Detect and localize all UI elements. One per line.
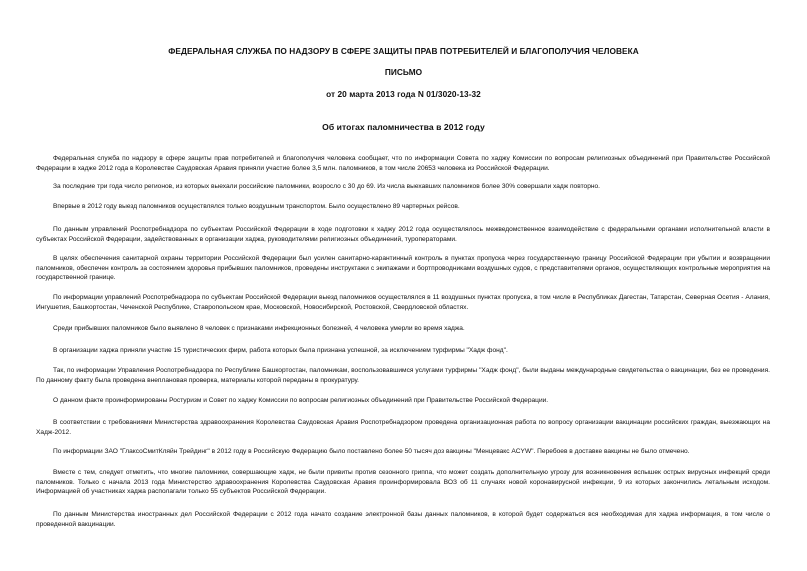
paragraph-9: Так, по информации Управления Роспотребнадзора по Республике Башкортостан, паломникам, воспользовавшимся услугами турфирмы "Хадж фонд", были выданы международные свидетельства о вакцинации, без ее проведения. По данному факту была проведена внеплановая проверка, материалы которой переданы в прокуратуру.	[36, 367, 770, 384]
paragraph-8: В организации хаджа приняли участие 15 туристических фирм, работа которых была признана успешной, за исключением турфирмы "Хадж фонд".	[53, 347, 508, 354]
document-title: Об итогах паломничества в 2012 году	[322, 122, 485, 132]
paragraph-5: В целях обеспечения санитарной охраны территории Российской Федерации был усилен санитарно-карантинный контроль в пунктах пропуска через государственную границу Российской Федерации при убытии и возвращении паломников, обеспечен контроль за состоянием здоровья прибывших паломников, проведены инструктажи с экипажами и бортпроводниками воздушных судов, с представителями органов, осуществляющих контрольные мероприятия на государственной границе.	[36, 255, 770, 282]
paragraph-11: В соответствии с требованиями Министерства здравоохранения Королевства Саудовская Аравия Роспотребнадзором проведена организационная работа по вопросу организации вакцинации российских граждан, выезжающих на Хадж-2012.	[36, 419, 770, 436]
paragraph-13: Вместе с тем, следует отметить, что многие паломники, совершающие хадж, не были привиты против сезонного гриппа, что может создать дополнительную угрозу для возникновения вспышек острых вирусных инфекций среди паломников. Только с начала 2013 года Министерство здравоохранения Королевства Саудовская Аравия проинформировала ВОЗ об 11 случаях новой коронавирусной инфекции, 9 из которых закончились летальным исходом. Информацией об участниках хаджа располагали только 55 субъектов Российской Федерации.	[36, 469, 770, 496]
paragraph-6: По информации управлений Роспотребнадзора по субъектам Российской Федерации выезд паломников осуществлялся в 11 воздушных пунктах пропуска, в том числе в Республиках Дагестан, Татарстан, Северная Осетия - Алания, Ингушетия, Башкортостан, Чеченской Республике, Ставропольском крае, Московской, Новосибирской, Ростовской, Свердловской областях.	[36, 294, 770, 311]
paragraph-10: О данном факте проинформированы Ростуризм и Совет по хаджу Комиссии по вопросам религиозных объединений при Правительстве Российской Федерации.	[53, 397, 549, 404]
paragraph-3: Впервые в 2012 году выезд паломников осуществлялся только воздушным транспортом. Было осуществлено 89 чартерных рейсов.	[53, 203, 460, 210]
paragraph-14: По данным Министерства иностранных дел Российской Федерации с 2012 года начато создание электронной базы данных паломников, в которой будет содержаться вся необходимая для хаджа информация, в том числе о проведенной вакцинации.	[36, 511, 770, 528]
document-type: ПИСЬМО	[384, 67, 423, 77]
paragraph-7: Среди прибывших паломников было выявлено 8 человек с признаками инфекционных болезней, 4 человека умерли во время хаджа.	[53, 325, 465, 332]
paragraph-1: Федеральная служба по надзору в сфере защиты прав потребителей и благополучия человека сообщает, что по информации Совета по хаджу Комиссии по вопросам религиозных объединений при Правительстве Российской Федерации в хадже 2012 года в Королевстве Саудовская Аравия приняли участие более 3,5 млн. паломников, в том числе 20653 человека из Российской Федерации.	[36, 155, 770, 172]
paragraph-4: По данным управлений Роспотребнадзора по субъектам Российской Федерации в ходе подготовки к хаджу 2012 года осуществлялось межведомственное взаимодействие с федеральными органами исполнительной власти в субъектах Российской Федерации, задействованных в организации хаджа, руководителями религиозных объединений, туроператорами.	[36, 226, 770, 243]
agency-heading: ФЕДЕРАЛЬНАЯ СЛУЖБА ПО НАДЗОРУ В СФЕРЕ ЗАЩИТЫ ПРАВ ПОТРЕБИТЕЛЕЙ И БЛАГОПОЛУЧИЯ ЧЕЛОВЕКА	[168, 46, 639, 56]
paragraph-2: За последние три года число регионов, из которых выехали российские паломники, возросло с 30 до 69. Из числа выехавших паломников более 30% совершали хадж повторно.	[53, 183, 601, 190]
document-date-number: от 20 марта 2013 года N 01/3020-13-32	[326, 89, 481, 99]
paragraph-12: По информации ЗАО "ГлаксоСмитКляйн Трейдинг" в 2012 году в Российскую Федерацию было поставлено более 50 тысяч доз вакцины "Менцевакс ACYW". Перебоев в доставке вакцины не было отмечено.	[53, 448, 690, 455]
